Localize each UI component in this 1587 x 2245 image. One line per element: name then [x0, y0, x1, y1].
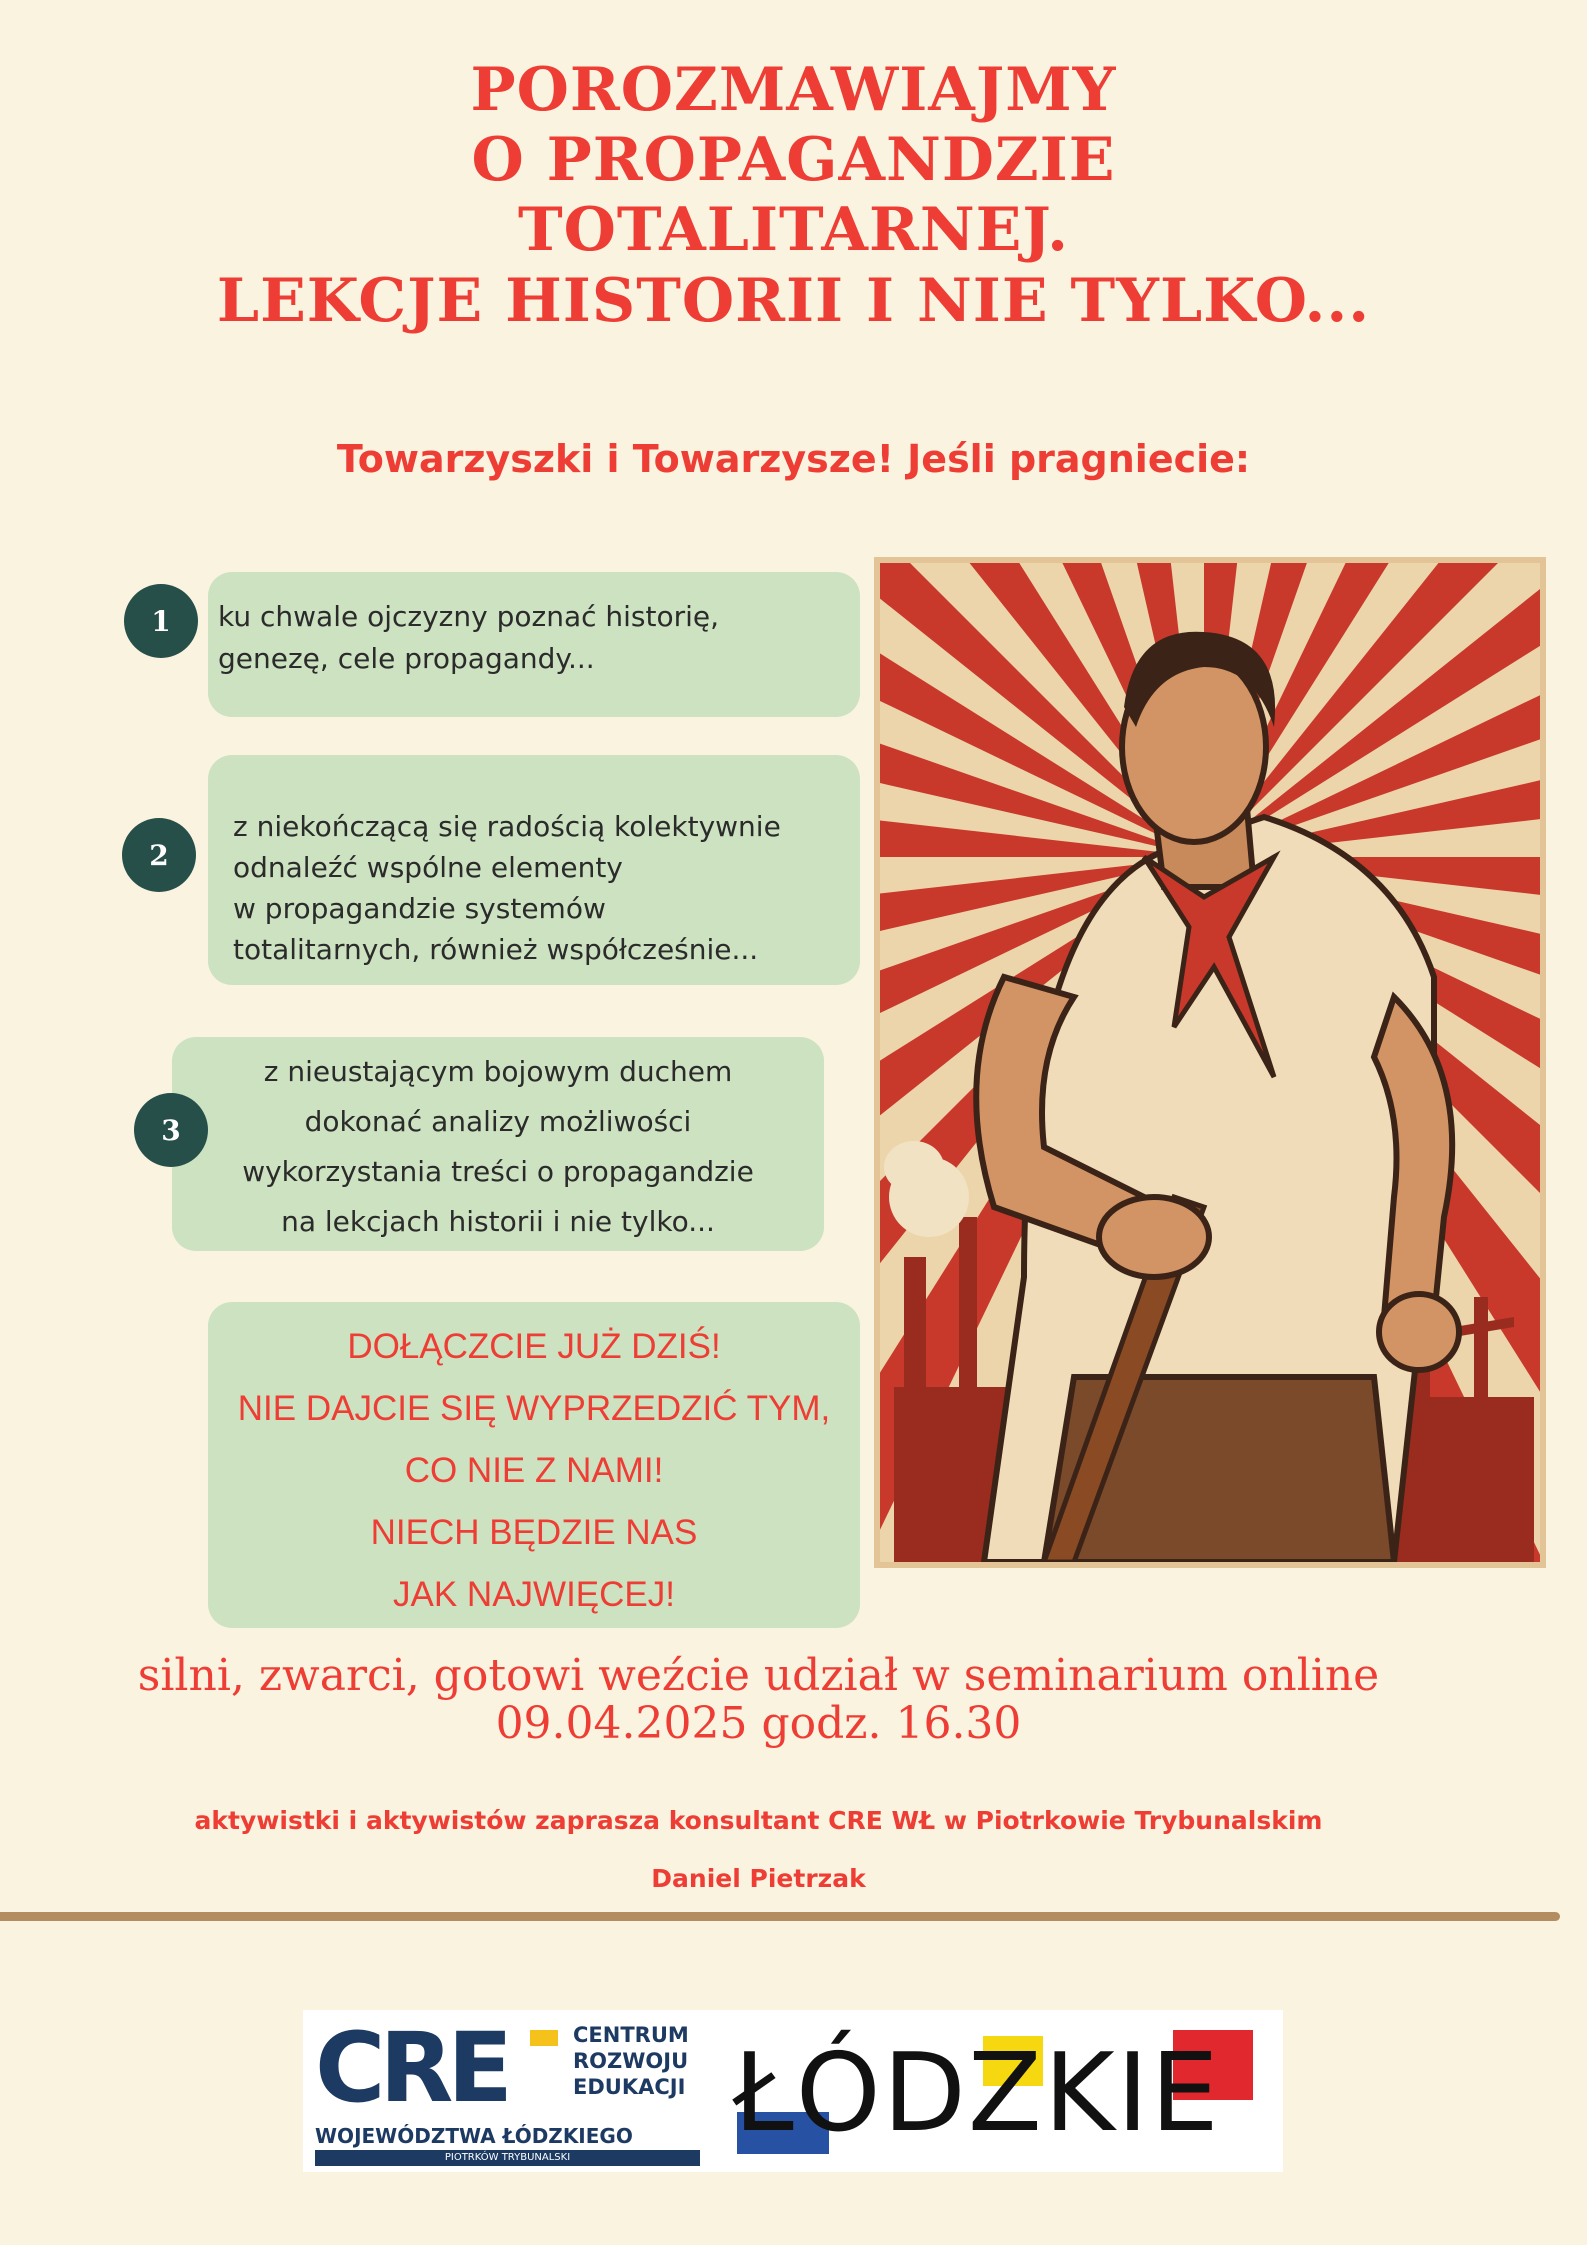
item-line: odnaleźć wspólne elementy: [233, 850, 623, 884]
item-line: w propagandzie systemów: [233, 891, 606, 925]
title-line: LEKCJE HISTORII I NIE TYLKO...: [216, 265, 1371, 336]
divider: [0, 1912, 1560, 1921]
cre-name-line: CENTRUM: [573, 2023, 689, 2047]
title-line: POROZMAWIAJMY: [470, 55, 1117, 125]
worker-figure-icon: [874, 557, 1546, 1568]
invitation: [0, 1792, 1517, 1908]
item-line: wykorzystania treści o propagandzie: [242, 1155, 754, 1188]
cta-line: CO NIE Z NAMI!: [404, 1451, 664, 1490]
item-line: ku chwale ojczyzny poznać historię,: [218, 600, 720, 633]
item-line: genezę, cele propagandy...: [218, 642, 595, 675]
logos-strip: [303, 2010, 1283, 2172]
lodzkie-logo: [733, 2016, 1273, 2166]
cta-line: NIECH BĘDZIE NAS: [370, 1513, 698, 1552]
invitation-line: aktywistki i aktywistów zaprasza konsultant CRE WŁ w Piotrkowie Trybunalskim: [194, 1806, 1323, 1835]
subtitle: Towarzyszki i Towarzysze! Jeśli pragniecie:: [336, 437, 1251, 481]
cre-name: [573, 2022, 689, 2100]
item-line: totalitarnych, również współcześnie...: [233, 932, 759, 966]
item-3-text: [172, 1047, 824, 1247]
item-line: z niekończącą się radością kolektywnie: [233, 810, 781, 843]
cre-name-line: EDUKACJI: [573, 2075, 686, 2099]
cre-name-line: ROZWOJU: [573, 2049, 689, 2073]
item-2-text: [233, 807, 781, 971]
cre-mark: CRE: [315, 2012, 507, 2124]
seminar-date: 09.04.2025 godz. 16.30: [495, 1697, 1022, 1749]
title-line: TOTALITARNEJ.: [517, 195, 1070, 266]
item-line: z nieustającym bojowym duchem: [263, 1055, 733, 1088]
cre-region: WOJEWÓDZTWA ŁÓDZKIEGO: [315, 2124, 633, 2148]
propaganda-poster-illustration: [874, 557, 1546, 1568]
seminar-line: silni, zwarci, gotowi weźcie udział w seminarium online: [137, 1650, 1380, 1701]
cta-text: [208, 1316, 860, 1626]
cre-logo: [315, 2012, 705, 2166]
seminar-info: [0, 1652, 1517, 1747]
item-1-number-badge: 1: [124, 584, 198, 658]
cta-line: JAK NAJWIĘCEJ!: [393, 1575, 675, 1614]
item-3-number-badge: 3: [134, 1093, 208, 1167]
cta-line: NIE DAJCIE SIĘ WYPRZEDZIĆ TYM,: [237, 1389, 831, 1428]
cta-line: DOŁĄCZCIE JUŻ DZIŚ!: [347, 1327, 721, 1366]
item-2-number-badge: 2: [122, 818, 196, 892]
item-1-text: [218, 596, 719, 680]
item-line: na lekcjach historii i nie tylko...: [281, 1205, 715, 1238]
cre-yellow-accent: [530, 2030, 558, 2046]
item-line: dokonać analizy możliwości: [304, 1105, 692, 1138]
lodzkie-wordmark: ŁÓDZKIE: [733, 2031, 1221, 2156]
cre-city-bar: PIOTRKÓW TRYBUNALSKI: [315, 2150, 700, 2166]
title-line: O PROPAGANDZIE: [471, 125, 1116, 196]
presenter-name: Daniel Pietrzak: [651, 1864, 866, 1893]
page-title: [0, 55, 1587, 336]
